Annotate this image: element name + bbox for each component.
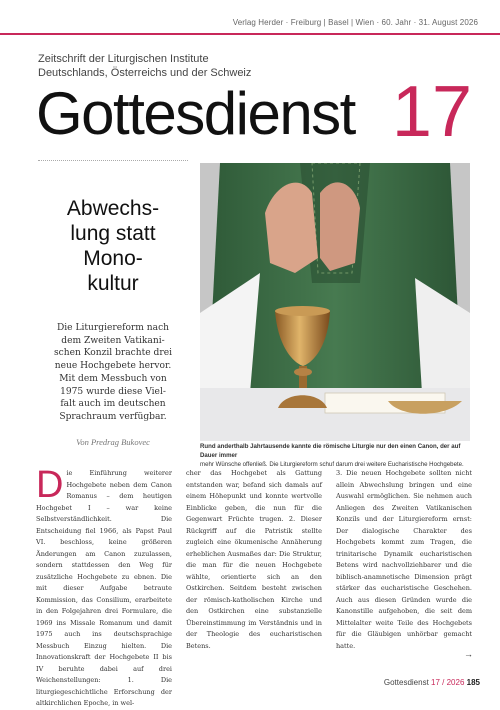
body-text: 3. Die neuen Hochgebete sollten nicht allein Abwechslung bringen und eine Auswahl ermöglichen. Sie nehmen auch Anliegen des Zweiten Vatikanischen Konzils und der Liturgiereform ernst: Der dialogische Charakter des Hochgebets kommt zum Tragen, die trinitarische Dynamik eucharistischen Betens wird nachvollziehbarer und die biblisch-anamnetische Dimension prägt stärker das eucharistische Geschehen. Auch aus diesen Gründen wurde die Kanonstille aufgehoben, die seit dem Mittelalter weite Teile des Hochgebets für die Gläubigen unhörbar gemacht hatte. [336, 469, 472, 650]
page-number: 185 [466, 678, 480, 687]
article-lead [36, 322, 190, 424]
headline-line: Abwechs- [66, 197, 160, 220]
headline-line: Mono- [83, 247, 143, 270]
lead-line: 1975 wurde diese Viel- [60, 386, 166, 397]
lead-line: falt auch im deutschen [60, 399, 166, 410]
lead-line: Sprachraum verfügbar. [59, 411, 167, 422]
caption-line-2: mehr Wünsche offenließ. Die Liturgiereform schuf darum drei weitere Eucharistische Hochgebete. [200, 460, 464, 468]
body-column-1 [36, 464, 172, 710]
top-rule [0, 33, 500, 35]
body-column-3 [336, 468, 472, 652]
lead-line: dem Zweiten Vatikani- [61, 335, 165, 346]
lead-line: Mit dem Messbuch von [59, 373, 167, 384]
body-text: ie Einführung weiterer Hochgebete neben dem Canon Romanus – dem heutigen Hochgebet I – war keine Selbstverständlichkeit. Die Entscheidung fiel 1966, als Papst Paul VI. beschloss, keine größeren Änderungen am Canon zuzulassen, sondern stattdessen den Weg für zusätzliche Hochgebete zu ebnen. Die mit dieser Aufgabe betraute Kommission, das Consilium, erarbeitete in den Folgejahren drei Formulare, die 1969 ins Missale Romanum und damit 1975 auch ins deutschsprachige Messbuch Einzug hielten. Die Innovationskraft der Hochgebete II bis IV beruhte dabei auf drei Weichenstellungen: 1. Die liturgiegeschichtliche Erforschung der altkirchlichen Epoche, in wel- [36, 469, 172, 707]
publisher-line: Verlag Herder · Freiburg | Basel | Wien · 60. Jahr · 31. August 2026 [232, 18, 478, 27]
chalice-rim [275, 306, 330, 316]
body-column-2 [186, 468, 322, 652]
lead-line: schen Konzil brachte drei [53, 348, 173, 359]
lead-line: neue Hochgebete hervor. [54, 361, 172, 372]
photo-illustration [200, 163, 470, 441]
masthead-title: Gottesdienst [36, 80, 355, 147]
lead-line: Die Liturgiereform nach [56, 323, 170, 333]
subtitle-line-2: Deutschlands, Österreichs und der Schweiz [38, 67, 252, 79]
footer-magazine: Gottesdienst [383, 678, 429, 687]
arrow-right-icon: → [464, 649, 473, 659]
article-headline [38, 196, 188, 296]
drop-cap: D [36, 464, 64, 506]
journal-subtitle [38, 52, 338, 80]
dotted-divider [38, 160, 188, 161]
footer-issue: 17 / 2026 [431, 678, 465, 687]
photo-caption [200, 443, 472, 469]
issue-number: 17 [391, 72, 472, 152]
article-photo-priest-chalice [200, 163, 470, 441]
body-text: cher das Hochgebet als Gattung entstanden war, befand sich damals auf einem Höhepunkt und konnte wertvolle Einblicke geben, die nun für die Gegenwart Früchte trugen. 2. Dieser Rückgriff auf die Patristik stellte zugleich eine ökumenische Annäherung erheblichen Ausmaßes dar: Die Struktur, die man für die neuen Hochgebete wählte, orientierte sich an den Ostkirchen. Seitdem besteht zwischen der römisch-katholischen Kirche und den Ostkirchen eine substanzielle Übereinstimmung im Verständnis und in der Theologie des eucharistischen Betens. [186, 469, 322, 650]
headline-line: lung statt [70, 222, 156, 245]
headline-line: kultur [87, 272, 139, 295]
caption-line-1: Rund anderthalb Jahrtausende kannte die römische Liturgie nur den einen Canon, der auf Dauer immer [200, 443, 461, 459]
page-footer [384, 678, 480, 687]
right-hand [320, 182, 360, 271]
article-byline: Von Predrag Bukovec [76, 437, 150, 447]
subtitle-line-1: Zeitschrift der Liturgischen Institute [38, 53, 209, 65]
chalice-knot [294, 368, 312, 376]
